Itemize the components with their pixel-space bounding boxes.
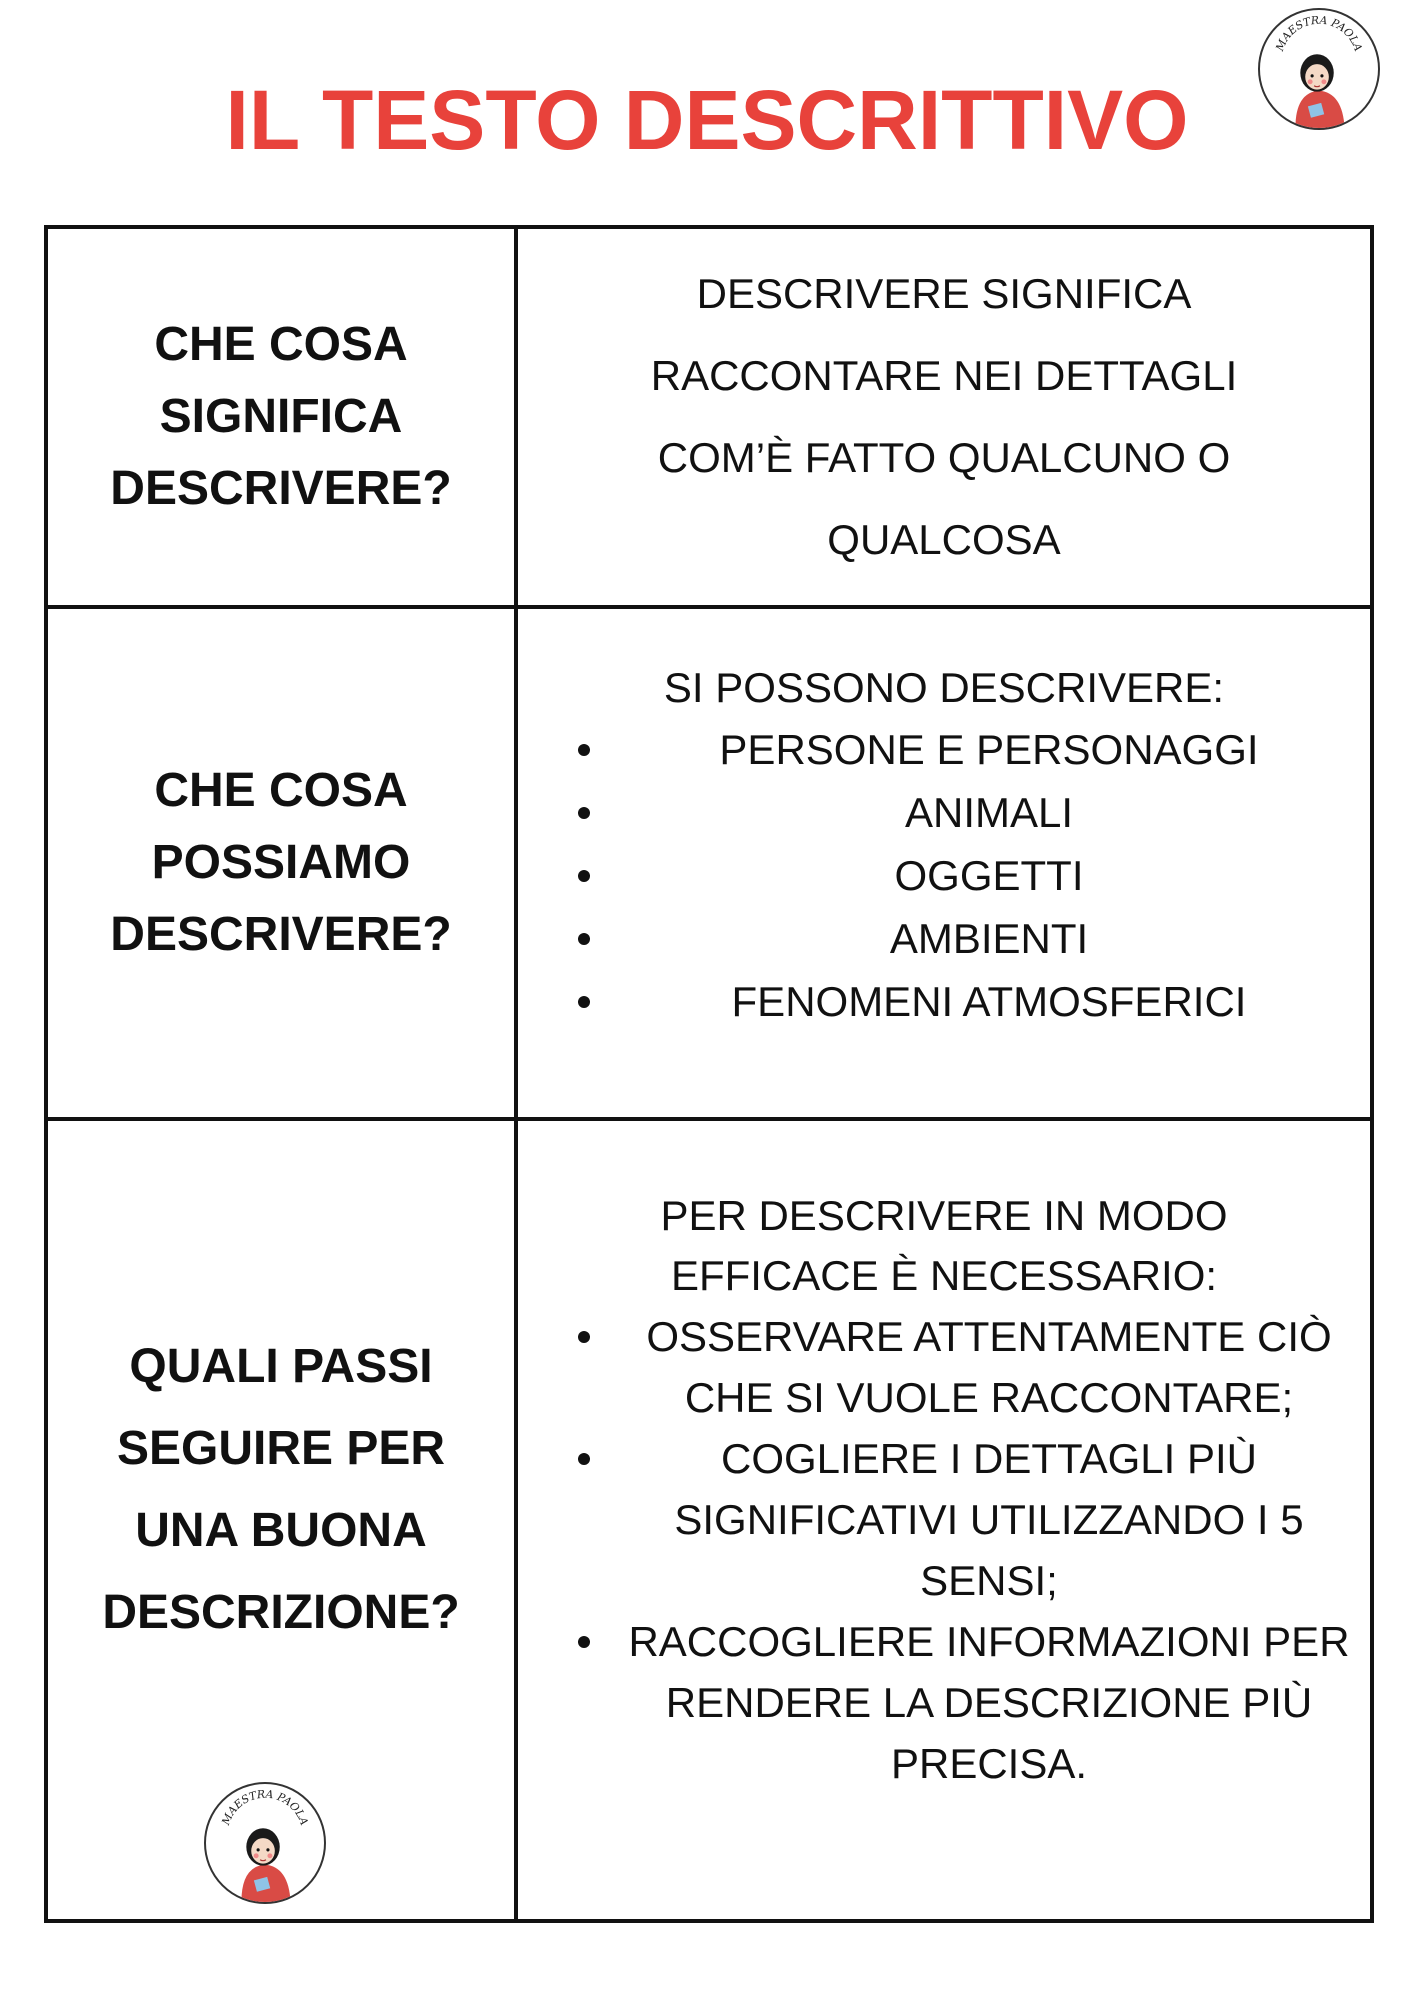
list-item: AMBIENTI (518, 907, 1370, 970)
maestra-paola-logo (204, 1782, 326, 1904)
answer-intro: SI POSSONO DESCRIVERE: (663, 663, 1225, 711)
question-meaning: CHE COSA SIGNIFICA DESCRIVERE? (110, 318, 452, 515)
question-cell (46, 607, 516, 1119)
list-item: COGLIERE I DETTAGLI PIÙ SIGNIFICATIVI UTILIZZANDO I 5 SENSI; (518, 1428, 1370, 1611)
bullet-list (518, 1306, 1370, 1794)
answer-cell (516, 1119, 1372, 1921)
girl-portrait-icon (1260, 10, 1378, 128)
list-item: RACCOGLIERE INFORMAZIONI PER RENDERE LA DESCRIZIONE PIÙ PRECISA. (518, 1611, 1370, 1794)
bullet-icon (578, 744, 590, 756)
list-item: OGGETTI (518, 844, 1370, 907)
list-item: ANIMALI (518, 781, 1370, 844)
page-title: IL TESTO DESCRITTIVO (225, 73, 1189, 167)
girl-portrait-icon (206, 1784, 324, 1902)
maestra-paola-logo (1258, 8, 1380, 130)
table-row (46, 607, 1372, 1119)
answer-cell (516, 607, 1372, 1119)
bullet-icon (578, 1636, 590, 1648)
bullet-icon (578, 1453, 590, 1465)
answer-cell (516, 227, 1372, 607)
bullet-icon (578, 807, 590, 819)
bullet-icon (578, 933, 590, 945)
question-what: CHE COSA POSSIAMO DESCRIVERE? (110, 764, 452, 961)
svg-text:MAESTRA PAOLA: MAESTRA PAOLA (219, 1787, 311, 1828)
svg-text:MAESTRA PAOLA: MAESTRA PAOLA (1273, 13, 1365, 54)
bullet-icon (578, 1331, 590, 1343)
info-table (44, 225, 1374, 1923)
list-item: PERSONE E PERSONAGGI (518, 718, 1370, 781)
bullet-list (518, 718, 1370, 1033)
list-item: FENOMENI ATMOSFERICI (518, 970, 1370, 1033)
answer-meaning: DESCRIVERE SIGNIFICA RACCONTARE NEI DETTAGLI COM’È FATTO QUALCUNO O QUALCOSA (650, 270, 1238, 563)
table-row (46, 227, 1372, 607)
answer-intro: PER DESCRIVERE IN MODO EFFICACE È NECESSARIO: (660, 1192, 1228, 1299)
question-cell (46, 227, 516, 607)
bullet-icon (578, 870, 590, 882)
question-steps: QUALI PASSI SEGUIRE PER UNA BUONA DESCRIZIONE? (102, 1340, 460, 1639)
list-item: OSSERVARE ATTENTAMENTE CIÒ CHE SI VUOLE RACCONTARE; (518, 1306, 1370, 1428)
bullet-icon (578, 996, 590, 1008)
